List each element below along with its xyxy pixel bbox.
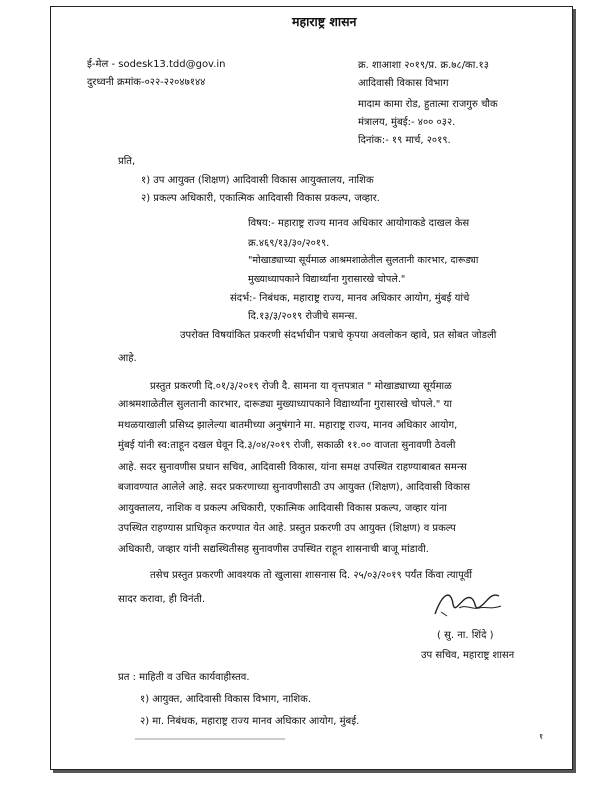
para1-line-1: उपरोक्त विषयांकित प्रकरणी संदर्भाधीन पत्राचे कृपया अवलोकन व्हावे, प्रत सोबत जोडली: [180, 330, 497, 341]
govt-title: महाराष्ट्र शासन: [292, 14, 357, 29]
address-line-2: मंत्रालय, मुंबई:- ४०० ०३२.: [358, 117, 456, 128]
email-line: ई-मेल - sodesk13.tdd@gov.in: [87, 59, 226, 70]
reference-number: क्र. शाआशा २०१९/प्र. क्र.७८/का.१३: [358, 60, 489, 71]
para2-line-4: मुंबई यांनी स्व:ताहून दखल घेवून दि.३/०४/२०१९ रोजी, सकाळी ११.०० वाजता सुनावणी ठेवली: [118, 440, 456, 451]
signatory-designation: उप सचिव, महाराष्ट्र शासन: [421, 650, 515, 661]
para2-line-7: आयुक्तालय, नाशिक व प्रकल्प अधिकारी, एकात्मिक आदिवासी विकास प्रकल्प, जव्हार यांना: [118, 503, 447, 514]
para2-line-5: आहे. सदर सुनावणीस प्रधान सचिव, आदिवासी विकास, यांना समक्ष उपस्थित राहण्याबाबत समन्स: [118, 462, 467, 473]
para2-line-1: प्रस्तुत प्रकरणी दि.०१/३/२०१९ रोजी दै. सामना या वृत्तपत्रात " मोखाड्याच्या सूर्यमाळ: [150, 381, 452, 392]
page-number: १: [539, 732, 544, 741]
addressee-2: २) प्रकल्प अधिकारी, एकात्मिक आदिवासी विकास प्रकल्प, जव्हार.: [141, 193, 380, 204]
footer-path-text: [135, 738, 285, 740]
phone-line: दुरध्वनी क्रमांक-०२२-२२०४७१४४: [87, 77, 206, 88]
para2-line-2: आश्रमशाळेतील सुलतानी कारभार, दारूड्या मुख्याध्यापकाने विद्यार्थ्यांना गुरासारखे चोपले." या: [118, 399, 452, 410]
signatory-name: ( सु. ना. शिंदे ): [437, 630, 494, 641]
signature-scribble-icon: [429, 584, 509, 622]
to-label: प्रति,: [118, 156, 136, 167]
letter-page: [50, 6, 573, 770]
para2-line-6: बजावण्यात आलेले आहे. सदर प्रकरणाच्या सुनावणीसाठी उप आयुक्त (शिक्षण), आदिवासी विकास: [118, 482, 471, 493]
para2-line-8: उपस्थित राहण्यास प्राधिकृत करण्यात येत आहे. प्रस्तुत प्रकरणी उप आयुक्त (शिक्षण) व प्रकल्प: [118, 523, 456, 534]
copy-label: प्रत : माहिती व उचित कार्यवाहीस्तव.: [118, 672, 250, 683]
para1-line-2: आहे.: [118, 353, 137, 364]
para2-line-3: मथळयाखाली प्रसिध्द झालेल्या बातमीच्या अनुषंगाने मा. महाराष्ट्र राज्य, मानव अधिकार आयोग,: [118, 420, 458, 431]
para2-line-9: अधिकारी, जव्हार यांनी सद्यस्थितीसह सुनावणीस उपस्थित राहून शासनाची बाजू मांडावी.: [118, 544, 429, 555]
letter-date: दिनांक:- १९ मार्च, २०१९.: [358, 135, 451, 146]
reference-line-1: संदर्भ:- निबंधक, महाराष्ट्र राज्य, मानव अधिकार आयोग, मुंबई यांचे: [230, 293, 470, 304]
copy-recipient-1: १) आयुक्त, आदिवासी विकास विभाग, नाशिक.: [140, 694, 312, 705]
copy-recipient-2: २) मा. निबंधक, महाराष्ट्र राज्य मानव अधिकार आयोग, मुंबई.: [140, 716, 360, 727]
department-name: आदिवासी विकास विभाग: [358, 78, 449, 89]
subject-line-1: विषय:- महाराष्ट्र राज्य मानव अधिकार आयोगाकडे दाखल केस: [248, 218, 470, 229]
addressee-1: १) उप आयुक्त (शिक्षण) आदिवासी विकास आयुक्तालय, नाशिक: [141, 175, 374, 186]
subject-line-4: मुख्याध्यापकाने विद्यार्थ्यांना गुरासारखे चोपले.": [248, 274, 406, 285]
para3-line-1: तसेच प्रस्तुत प्रकरणी आवश्यक तो खुलासा शासनास दि. २५/०३/२०१९ पर्यंत किंवा त्यापूर्वी: [150, 570, 472, 581]
subject-line-2: क्र.४६९/१३/३०/२०१९.: [248, 238, 330, 249]
reference-line-2: दि.१३/३/२०१९ रोजीचे समन्स.: [248, 311, 358, 322]
subject-line-3: "मोखाड्याच्या सूर्यमाळ आश्रमशाळेतील सुलतानी कारभार, दारूड्या: [248, 255, 479, 266]
address-line-1: मादाम कामा रोड, हुतात्मा राजगुरु चौक: [358, 99, 498, 110]
para3-line-2: सादर करावा, ही विनंती.: [118, 594, 206, 605]
